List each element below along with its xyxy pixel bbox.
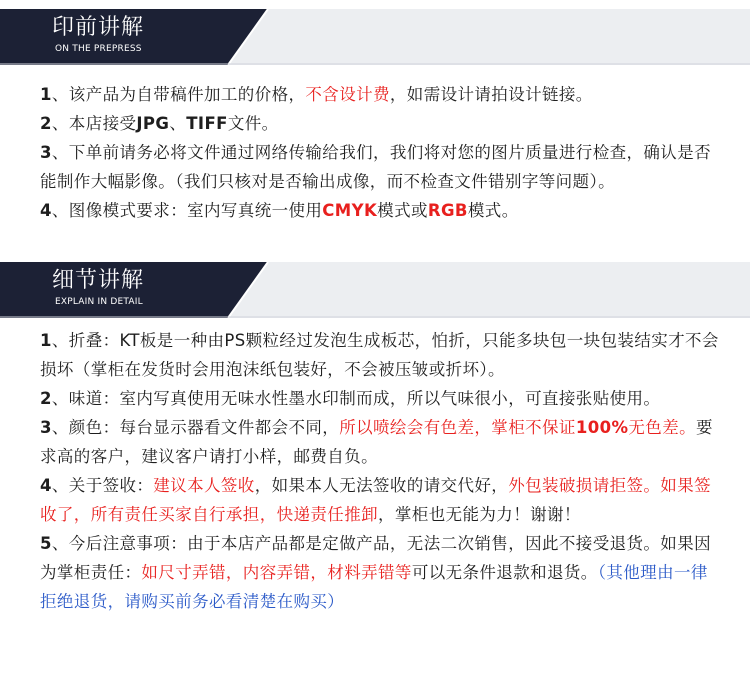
- highlight-text: 所以喷绘会有色差，掌柜不保证: [339, 418, 576, 437]
- banner-detail: [0, 262, 750, 318]
- paragraph-item: [40, 529, 720, 616]
- highlight-text: 外包装破损请拒签。如果签收了，所有责任买家自行承担，快递责任推卸: [40, 476, 712, 524]
- item-number: 4: [40, 476, 52, 495]
- body-text: ，掌柜也无能为力！谢谢！: [378, 505, 581, 524]
- body-text: 、下单前请务必将文件通过网络传输给我们，我们将对您的图片质量进行检查，确认是否能制作大幅影像。（我们只核对是否输出成像，而不检查文件错别字等问题）。: [40, 143, 711, 191]
- body-text: 要求高的客户，建议客户请打小样，邮费自负。: [40, 418, 713, 466]
- item-number: 5: [40, 534, 52, 553]
- body-text: 文件。: [227, 114, 279, 133]
- highlight-text: 如尺寸弄错，内容弄错，材料弄错等: [141, 563, 412, 582]
- highlight-text: 无色差。: [628, 418, 696, 437]
- highlight-text: CMYK: [322, 201, 378, 220]
- body-text: 、折叠：KT板是一种由PS颗粒经过发泡生成板芯，怕折，只能多块包一块包装结实才不会损坏（掌柜在发货时会用泡沫纸包装好，不会被压皱或折坏）。: [40, 331, 719, 379]
- prepress-content: [40, 80, 720, 225]
- detail-content: [40, 326, 720, 616]
- section-title: 细节讲解: [52, 268, 145, 293]
- body-text: 、今后注意事项：由于本店产品都是定做产品，无法二次销售，因此不接受退货。如果因为掌柜责任：: [40, 534, 711, 582]
- paragraph-item: [40, 326, 720, 384]
- body-text: 、该产品为自带稿件加工的价格，: [51, 85, 306, 104]
- section-subtitle: ON THE PREPRESS: [55, 44, 142, 54]
- item-number: 2: [40, 389, 52, 408]
- paragraph-item: [40, 196, 720, 225]
- body-text: 、关于签收：: [51, 476, 154, 495]
- body-text: 、图像模式要求：室内写真统一使用: [51, 201, 323, 220]
- body-text: 、味道：室内写真使用无味水性墨水印制而成，所以气味很小，可直接张贴使用。: [51, 389, 661, 408]
- body-text: ，如果本人无法签收的请交代好，: [254, 476, 509, 495]
- highlight-text: 建议本人签收: [153, 476, 255, 495]
- highlight-text: 100%: [575, 418, 629, 437]
- section-title: 印前讲解: [52, 15, 145, 40]
- paragraph-item: [40, 109, 720, 138]
- highlight-text: （其他理由一律拒绝退货，请购买前务必看清楚在购买）: [40, 563, 708, 611]
- paragraph-item: [40, 413, 720, 471]
- paragraph-item: [40, 471, 720, 529]
- item-number: 2: [40, 114, 52, 133]
- item-number: 4: [40, 201, 52, 220]
- item-number: 1: [40, 331, 52, 350]
- highlight-text: JPG: [136, 114, 170, 133]
- paragraph-item: [40, 138, 720, 196]
- body-text: 、: [169, 114, 187, 133]
- item-number: 3: [40, 418, 52, 437]
- body-text: 、本店接受: [51, 114, 137, 133]
- highlight-text: RGB: [427, 201, 468, 220]
- paragraph-item: [40, 384, 720, 413]
- body-text: 模式或: [377, 201, 428, 220]
- item-number: 1: [40, 85, 52, 104]
- body-text: 、颜色：每台显示器看文件都会不同，: [51, 418, 340, 437]
- paragraph-item: [40, 80, 720, 109]
- body-text: 可以无条件退款和退货。: [411, 563, 598, 582]
- body-text: 模式。: [467, 201, 519, 220]
- item-number: 3: [40, 143, 52, 162]
- section-subtitle: EXPLAIN IN DETAIL: [55, 297, 143, 307]
- highlight-text: TIFF: [186, 114, 228, 133]
- body-text: ，如需设计请拍设计链接。: [389, 85, 593, 104]
- highlight-text: 不含设计费: [305, 85, 390, 104]
- banner-prepress: [0, 9, 750, 65]
